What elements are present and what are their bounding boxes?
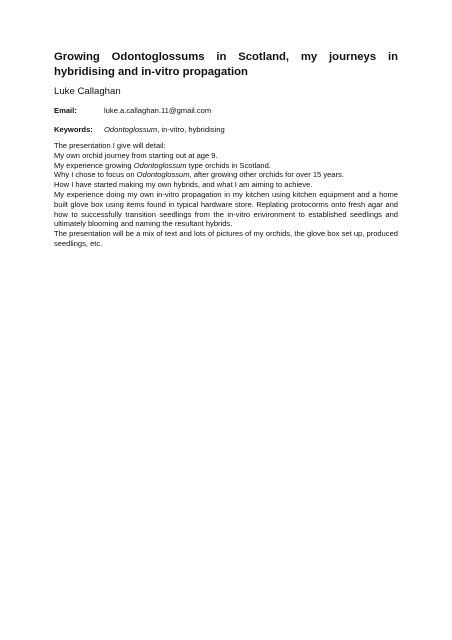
email-label: Email: [54,106,77,115]
abstract-text: , after growing other orchids for over 15 years. [189,170,344,180]
abstract-text: Why I chose to focus on [54,170,137,180]
keywords-label: Keywords: [54,125,93,134]
author-name: Luke Callaghan [54,86,121,97]
abstract-line: My own orchid journey from starting out at age 9. [54,150,218,160]
abstract-line [54,170,398,180]
abstract-line [54,161,398,171]
abstract-italic: Odontoglossum [133,160,187,170]
email-row [54,106,398,115]
abstract-line: The presentation I give will detail: [54,141,166,150]
keywords-rest: , in-vitro, hybridising [157,125,225,134]
abstract-italic: Odontoglossum [136,170,190,180]
keywords-value [104,125,225,134]
abstract-body [54,141,398,249]
email-value: luke.a.callaghan.11@gmail.com [104,106,212,115]
abstract-paragraph: My experience doing my own in-vitro propagation in my kitchen using kitchen equipment and a home built glove box using items found in typical hardware store. Replating protocorms onto fresh agar and how to successfully transition seedlings from the in-vitro environment to established seedlings and ultimately blooming and naming the resultant hybrids. [54,189,398,229]
paper-title: Growing Odontoglossums in Scotland, my journeys in hybridising and in-vitro propagation [54,51,398,78]
keyword-italic: Odontoglossum [104,125,158,134]
abstract-paragraph: The presentation will be a mix of text and lots of pictures of my orchids, the glove box set up, produced seedlings, etc. [54,229,398,248]
keywords-row [54,125,398,134]
abstract-text: type orchids in Scotland. [186,160,271,170]
abstract-line: How I have started making my own hybrids, and what I am aiming to achieve. [54,180,313,190]
abstract-text: My experience growing [54,160,134,170]
